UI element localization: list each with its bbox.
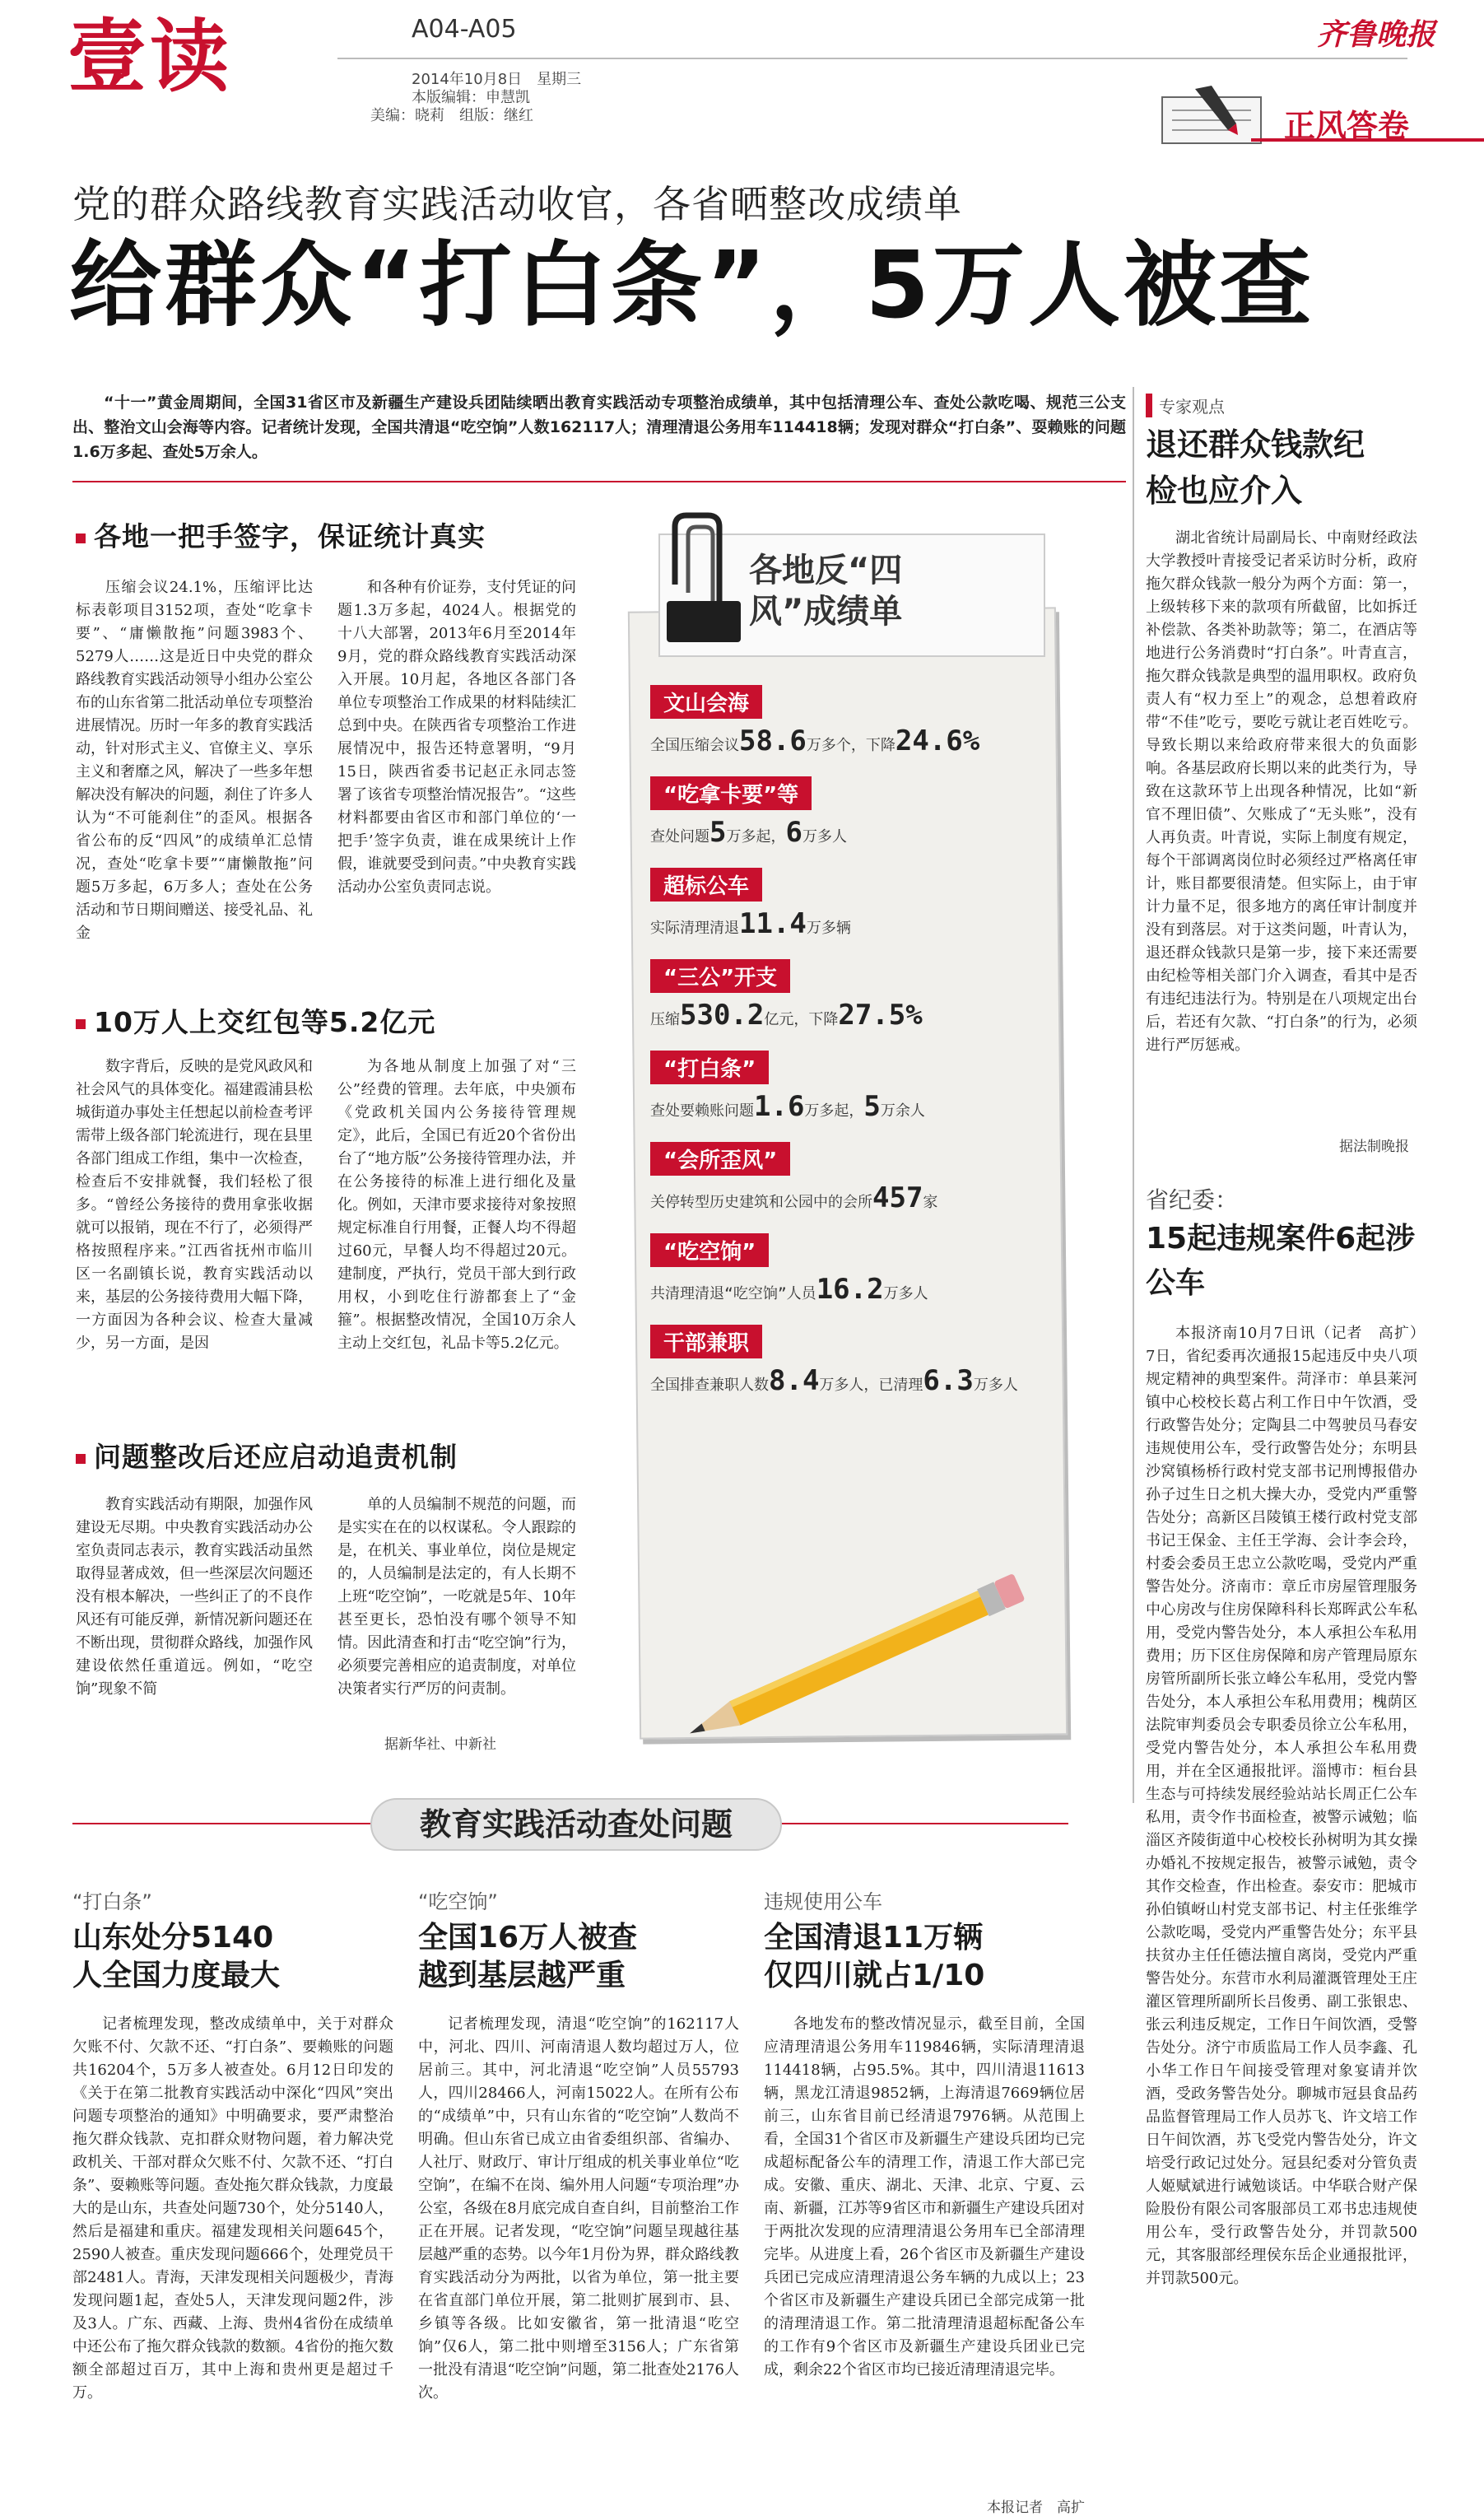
expert-text: 湖北省统计局副局长、中南财经政法大学教授叶青接受记者采访时分析，政府拖欠群众钱款一般分为两个方面：第一，上级转移下来的款项有所截留，比如拆迁补偿款、各类补助款等；第二，在酒店等地进行公务消费时“打白条”。叶青直言，拖欠群众钱款是典型的温用职权。政府负责人有“权力至上”的观念，总想着政府带“不佳”吃亏，要吃亏就让老百姓吃亏。导致长期以来给政府带来很大的负面影响。各基层政府长期以来的此类行为，导致在这款环节上出现各种情况，比如“新官不理旧债”、欠账成了“无头账”，没有人再负责。叶青说，实际上制度有规定，每个干部调离岗位时必须经过严格离任审计，账目都要很清楚。但实际上，由于审计力量不足，很多地方的离任审计制度并没有到落层。对于这类问题，叶青认为，退还群众钱款只是第一步，接下来还需要由纪检等相关部门介入调查，看其中是否有违纪违法行为。特别是在八项规定出台后，若还有欠款、“打白条”的行为，必须进行严厉惩戒。 [1146, 529, 1417, 1054]
section-text: 单的人员编制不规范的问题，而是实实在在的以权谋私。令人跟踪的是，在机关、事业单位，岗位是规定的，人员编制是法定的，有人长期不上班“吃空饷”，一吃就是5年、10年甚至更长，恐怕没有哪个领导不知情。因此清查和打击“吃空饷”行为，必须要完善相应的追责制度，对单位决策者实行严厉的问责制。 [337, 1496, 576, 1698]
scorecard-item [650, 1051, 1037, 1125]
pencil-icon [650, 1581, 1045, 1745]
stat-pre: 关停转型历史建筑和公园中的会所 [650, 1194, 872, 1211]
newspaper-name: 齐鲁晚报 [1317, 17, 1436, 52]
stat-mid: 万多人 [883, 1285, 928, 1302]
bottom-small: “打白条” [72, 1890, 152, 1913]
stat-num: 5 [709, 816, 727, 849]
issue-date: 2014年10月8日 星期三 [412, 71, 582, 88]
section-col-1 [76, 576, 313, 971]
stat-num: 530.2 [680, 999, 765, 1032]
section-text: 数字背后，反映的是党风政风和社会风气的具体变化。福建霞浦县松城街道办事处主任想起以前检查考评需带上级各部门轮流进行，现在县里各部门组成工作组，集中一次检查，检查后不安排就餐，我们轻松了很多。“曾经公务接待的费用拿张收据就可以报销，现在不行了，必须得严格按照程序来。”江西省抚州市临川区一名副镇长说，教育实践活动以来，基层的公务接待费用大幅下降，一方面因为各种会议、检查大量减少，另一方面，是因 [76, 1058, 313, 1352]
bottom-title: 全国16万人被查越到基层越严重 [418, 1921, 638, 1992]
stat-post: 万余人 [880, 1102, 925, 1120]
bottom-col [72, 1885, 393, 2515]
masthead [0, 0, 1484, 165]
discipline-body [1146, 1322, 1432, 2508]
stat-pre: 全国排查兼职人数 [650, 1377, 769, 1394]
stat-mid: 万多辆 [806, 920, 851, 937]
section-logo: 壹读 [67, 11, 232, 103]
page-numbers: A04-A05 [412, 15, 517, 44]
scorecard-item [650, 1233, 1037, 1308]
binder-clip-icon [658, 510, 749, 650]
stat-mid: 万多起， [804, 1102, 864, 1120]
scorecard-item [650, 959, 1037, 1034]
stat-num2: 27.5% [838, 999, 923, 1032]
scorecard-tag: “三公”开支 [650, 959, 790, 993]
bottom-body [764, 2013, 1085, 2490]
stat-mid: 家 [923, 1194, 938, 1211]
scorecard-tag: 超标公车 [650, 868, 762, 902]
stat-post: 万多人 [973, 1377, 1018, 1394]
stat-num: 8.4 [769, 1364, 820, 1397]
stat-num: 11.4 [739, 907, 807, 940]
scorecard-item [650, 685, 1037, 760]
section-col-2 [337, 1055, 576, 1401]
stat-num2: 5 [863, 1090, 881, 1123]
lead-text: “十一”黄金周期间，全国31省区市及新疆生产建设兵团陆续晒出教育实践活动专项整治成绩单，其中包括清理公车、查处公款吃喝、规范三公支出、整治文山会海等内容。记者统计发现，全国共清退“吃空饷”人数162117人；清理清退公务用车114418辆；发现对群众“打白条”、耍赖账的问题1.6万多起、查处5万余人。 [72, 394, 1126, 461]
section-col-1 [76, 1493, 313, 1732]
stat-pre: 实际清理清退 [650, 920, 739, 937]
section-text: 压缩会议24.1%，压缩评比达标表彰项目3152项，查处“吃拿卡要”、“庸懒散拖”问题3983个、5279人……这是近日中央党的群众路线教育实践活动领导小组办公室公布的山东省第二批活动单位专项整治进展情况。历时一年多的教育实践活动，针对形式主义、官僚主义、享乐主义和奢靡之风，解决了一些多年想解决没有解决的问题，刹住了许多人认为“不可能刹住”的歪风。根据各省公布的反“四风”的成绩单汇总情况，查处“吃拿卡要”“庸懒散拖”问题5万多起，6万多人；查处在公务活动和节日期间赠送、接受礼品、礼金 [76, 579, 313, 942]
stat-post: 万多人 [802, 828, 847, 846]
section-col-2 [337, 1493, 576, 1732]
scorecard-item [650, 1142, 1037, 1217]
scorecard-list [650, 685, 1037, 1416]
expert-title: 退还群众钱款纪检也应介入 [1146, 426, 1365, 509]
bottom-small: 违规使用公车 [764, 1890, 882, 1913]
lead-paragraph [72, 390, 1126, 464]
section-heading: 问题整改后还应启动追责机制 [76, 1436, 458, 1475]
stat-pre: 查处问题 [650, 828, 709, 846]
headline-kicker: 党的群众路线教育实践活动收官，各省晒整改成绩单 [72, 182, 962, 226]
expert-credit: 据法制晚报 [1339, 1139, 1409, 1155]
stat-mid: 万多起， [726, 828, 786, 846]
section-credit: 据新华社、中新社 [384, 1736, 496, 1753]
stat-mid: 万多人，已清理 [819, 1377, 923, 1394]
scorecard-tag: 文山会海 [650, 685, 762, 719]
bottom-text: 记者梳理发现，整改成绩单中，关于对群众欠账不付、欠款不还、“打白条”、要赖账的问题共16204个，5万多人被查处。6月12日印发的《关于在第二批教育实践活动中深化“四风”突出问题专项整治的通知》中明确要求，要严肃整治拖欠群众钱款、克扣群众财物问题，着力解决党政机关、干部对群众欠账不付、欠款不还、“打白条”、耍赖账等问题。查处拖欠群众钱款，力度最大的是山东，共查处问题730个，处分5140人，然后是福建和重庆。福建发现相关问题645个，2590人被查。重庆发现问题666个，处理党员干部2481人。青海，天津发现相关问题极少，青海发现问题1起，查处5人，天津发现问题2件，涉及3人。广东、西藏、上海、贵州4省份在成绩单中还公布了拖欠群众钱款的数额。4省份的拖欠数额全部超过百万，其中上海和贵州更是超过千万。 [72, 2015, 393, 2402]
stat-num2: 6 [785, 816, 802, 849]
discipline-title: 15起违规案件6起涉公车 [1146, 1222, 1416, 1300]
bottom-col [418, 1885, 739, 2515]
stat-num2: 6.3 [923, 1364, 974, 1397]
section-text: 为各地从制度上加强了对“三公”经费的管理。去年底，中央颁布《党政机关国内公务接待管理规定》，此后，全国已有近20个省份出台了“地方版”公务接待管理办法，并在公务接待的标准上进行细化及量化。例如，天津市要求接待对象按照规定标准自行用餐，正餐人均不得超过60元，早餐人均不得超过20元。建制度，严执行，党员干部大到行政用权，小到吃住行游都套上了“金箍”。根据整改情况，全国10万余人主动上交红包，礼品卡等5.2亿元。 [337, 1058, 576, 1352]
expert-label: 专家观点 [1159, 397, 1225, 417]
scorecard-tag: “吃空饷” [650, 1233, 769, 1267]
sidebar-label [1146, 394, 1225, 417]
scorecard-item [650, 776, 1037, 851]
design-credit: 美编：晓莉 组版：继红 [370, 107, 533, 124]
stat-mid: 万多个，下降 [806, 737, 896, 754]
scorecard-tag: “打白条” [650, 1051, 769, 1084]
bottom-text: 记者梳理发现，清退“吃空饷”的162117人中，河北、四川、河南清退人数均超过万人，位居前三。其中，河北清退“吃空饷”人员55793人，四川28466人，河南15022人。在所有公布的“成绩单”中，只有山东省的“吃空饷”人数尚不明确。但山东省已成立由省委组织部、省编办、人社厅、财政厅、审计厅组成的机关事业单位“吃空饷”，在编不在岗、编外用人问题“专项治理”办公室，各级在8月底完成自查自纠，目前整治工作正在开展。记者发现，“吃空饷”问题呈现越往基层越严重的态势。以今年1月份为界，群众路线教育实践活动分为两批，以省为单位，第一批主要在省直部门单位开展，第二批则扩展到市、县、乡镇等各级。比如安徽省，第一批清退“吃空饷”仅6人，第二批中则增至3156人；广东省第一批没有清退“吃空饷”问题，第二批查处2176人次。 [418, 2015, 739, 2402]
banner-text: 教育实践活动查处问题 [419, 1806, 733, 1843]
discipline-text: 本报济南10月7日讯（记者 高扩） 7日，省纪委再次通报15起违反中央八项规定精神的典型案件。菏泽市：单县莱河镇中心校校长葛占利工作日中午饮酒，受行政警告处分；定陶县二中驾驶员马春安违规使用公车，受行政警告处分；东明县沙窝镇杨桥行政村党支部书记刑博报借办孙子过生日之机大操大办，受党内严重警告处分；高新区吕陵镇王楼行政村党支部书记王保金、主任王学海、会计李会玲，村委会委员王忠立公款吃喝，受党内严重警告处分。济南市：章丘市房屋管理服务中心房改与住房保障科科长郑晖武公车私用，受党内警告处分，本人承担公车私用费用；历下区住房保障和房产管理局原东房管所副所长张立峰公车私用，受党内警告处分，本人承担公车私用费用；槐荫区法院审判委员会专职委员徐立公车私用，受党内警告处分，本人承担公车私用费用，并在全区通报批评。淄博市：桓台县生态与可持续发展经验站站长周正仁公车私用，责令作书面检查，被警示诫勉；临淄区齐陵街道中心校校长孙树明为其女操办婚礼不按规定报告，被警示诫勉，责令其作交检查，作出检查。泰安市：肥城市孙伯镇岈山村党支部书记、村主任张维学公款吃喝，受党内严重警告处分；东平县扶贫办主任任德法擅自离岗，受党内严重警告处分。东营市水利局灌溉管理处王庄灌区管理所副所长吕俊勇、副工张银忠、张云利违反规定，工作日午间饮酒，受警告处分。济宁市质监局工作人员李鑫、孔小华工作日午间接受管理对象宴请并饮酒，受政务警告处分。聊城市冠县食品药品监督管理局工作人员苏飞、许文培工作日午间饮酒，苏飞受党内警告处分，许文培受行政记过处分。冠县纪委对分管负责人姬赋斌进行诫勉谈话。中华联合财产保险股份有限公司客服部员工邓书忠违规使用公车，受行政警告处分，并罚款500元，其客服部经理侯东岳企业通报批评，并罚款500元。 [1146, 1325, 1432, 2287]
section-text: 和各种有价证券，支付凭证的问题1.3万多起，4024人。根据党的十八大部署，2013年6月至2014年9月，党的群众路线教育实践活动深入开展。10月起，各地区各部门各单位专项整治工作成果的材料陆续汇总到中央。在陕西省专项整治工作进展情况中，报告还特意署明，“9月15日，陕西省委书记赵正永同志签署了该省专项整治情况报告”。“这些材料都要由省区市和部门单位的‘一把手’签字负责，谁在成果统计上作假，谁就要受到问责。”中央教育实践活动办公室负责同志说。 [337, 579, 576, 896]
stat-pre: 压缩 [650, 1011, 680, 1028]
section-heading: 10万人上交红包等5.2亿元 [76, 1001, 435, 1040]
stat-num2: 24.6% [895, 725, 980, 757]
stat-pre: 共清理清退“吃空饷”人员 [650, 1285, 816, 1302]
scorecard-tag: “吃拿卡要”等 [650, 776, 812, 810]
stat-mid: 亿元，下降 [764, 1011, 839, 1028]
section-heading: 各地一把手签字，保证统计真实 [76, 515, 486, 554]
scorecard-item [650, 868, 1037, 943]
stat-pre: 全国压缩会议 [650, 737, 739, 754]
banner [370, 1798, 782, 1851]
stat-num: 16.2 [816, 1273, 884, 1306]
bottom-col [764, 1885, 1085, 2516]
scorecard-tag: 干部兼职 [650, 1325, 762, 1358]
bottom-text: 各地发布的整改情况显示，截至目前，全国应清理清退公务用车119846辆，实际清理清退114418辆，占95.5%。其中，四川清退11613辆，黑龙江清退9852辆，上海清退7669辆位居前三，山东省目前已经清退7976辆。从范围上看，全国31个省区市及新疆生产建设兵团均已完成超标配备公车的清理工作，清退工作大部已完成。安徽、重庆、湖北、天津、北京、宁夏、云南、新疆，江苏等9省区市和新疆生产建设兵团对于两批次发现的应清理清退公务用车已全部清理完毕。从进度上看，26个省区市及新疆生产建设兵团已完成应清理清退公务车辆的九成以上；23个省区市及新疆生产建设兵团已全部完成第一批的清理清退工作。第二批清理清退超标配备公车的工作有9个省区市及新疆生产建设兵团业已完成，剩余22个省区市均已接近清理清退完毕。 [764, 2015, 1085, 2379]
scorecard-item [650, 1325, 1037, 1400]
expert-body [1146, 527, 1417, 1136]
discipline-label: 省纪委： [1146, 1186, 1239, 1214]
section-col-2 [337, 576, 576, 971]
column-title: 正风答卷 [1284, 108, 1410, 144]
scorecard-title: 各地反“四风”成绩单 [749, 552, 903, 631]
bottom-title: 全国清退11万辆仅四川就占1/10 [764, 1921, 985, 1992]
bottom-body [418, 2013, 739, 2515]
section-col-1 [76, 1055, 313, 1401]
bottom-small: “吃空饷” [418, 1890, 498, 1913]
stat-num: 457 [872, 1181, 923, 1214]
headline-title: 给群众“打白条”，5万人被查 [69, 232, 1315, 339]
stat-num: 58.6 [739, 725, 807, 757]
scorecard-tag: “会所歪风” [650, 1142, 790, 1176]
bottom-title: 山东处分5140人全国力度最大 [72, 1921, 281, 1992]
bottom-body [72, 2013, 393, 2515]
stat-pre: 查处要赖账问题 [650, 1102, 754, 1120]
section-text: 教育实践活动有期限，加强作风建设无尽期。中央教育实践活动办公室负责同志表示，教育实践活动虽然取得显著成效，但一些深层次问题还没有根本解决，一些纠正了的不良作风还有可能反弹，新情况新问题还在不断出现，贯彻群众路线，加强作风建设依然任重道远。例如，“吃空饷”现象不简 [76, 1496, 313, 1698]
bottom-credit: 本报记者 高扩 [987, 2500, 1085, 2516]
editor-credit: 本版编辑：申慧凯 [412, 89, 530, 106]
stat-num: 1.6 [754, 1090, 805, 1123]
